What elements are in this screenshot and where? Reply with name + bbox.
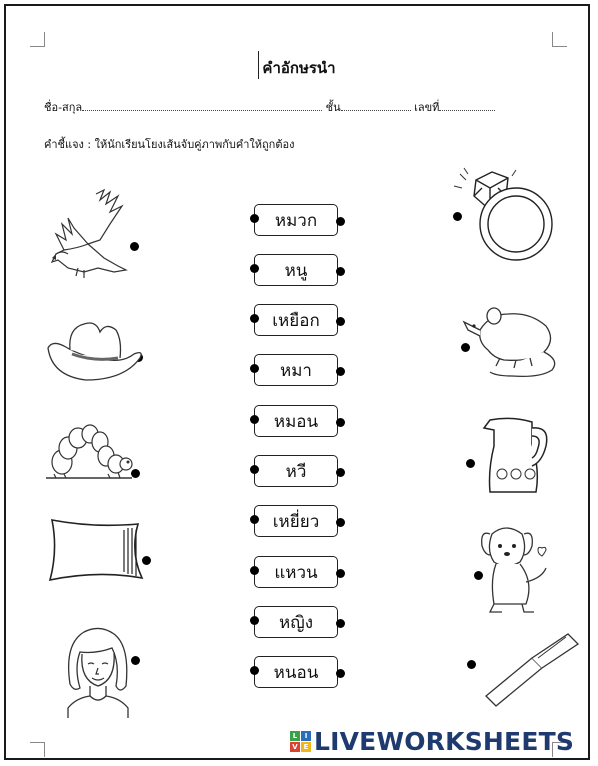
pitcher-picture: [480, 414, 552, 498]
hat-picture: [44, 318, 146, 384]
name-blank[interactable]: [82, 101, 322, 111]
match-dot[interactable]: [336, 267, 345, 276]
crop-mark: [552, 32, 567, 47]
student-info-line: [44, 98, 495, 116]
match-dot[interactable]: [336, 569, 345, 578]
dog-picture: [476, 520, 560, 616]
comb-picture: [484, 628, 582, 708]
match-dot[interactable]: [336, 468, 345, 477]
mouse-picture: [460, 300, 566, 382]
match-dot[interactable]: [250, 214, 259, 223]
crop-mark: [30, 742, 45, 757]
number-blank[interactable]: [439, 101, 495, 111]
logo-mark: [290, 731, 311, 752]
logo-letter: V: [290, 742, 300, 752]
woman-picture: [60, 624, 136, 718]
word-box[interactable]: เหยี่ยว: [254, 505, 338, 537]
eagle-picture: [48, 188, 132, 286]
brand-name: LIVEWORKSHEETS: [314, 726, 575, 756]
word-box[interactable]: หนู: [254, 254, 338, 286]
logo-letter: E: [301, 742, 311, 752]
pillow-picture: [44, 514, 148, 586]
word-box[interactable]: เหยือก: [254, 304, 338, 336]
class-label: ชั้น: [325, 101, 341, 114]
match-dot[interactable]: [336, 518, 345, 527]
match-dot[interactable]: [336, 619, 345, 628]
word-box[interactable]: หนอน: [254, 656, 338, 688]
word-box[interactable]: แหวน: [254, 556, 338, 588]
word-box[interactable]: หมวก: [254, 204, 338, 236]
match-dot[interactable]: [250, 415, 259, 424]
match-dot[interactable]: [336, 418, 345, 427]
ring-picture: [446, 166, 560, 262]
word-box[interactable]: หมา: [254, 354, 338, 386]
name-label: ชื่อ-สกุล: [44, 101, 83, 114]
match-dot[interactable]: [336, 669, 345, 678]
instruction-text: คำชี้แจง : ให้นักเรียนโยงเส้นจับคู่ภาพกับคำให้ถูกต้อง: [44, 138, 295, 151]
match-dot[interactable]: [467, 660, 476, 669]
word-box[interactable]: หญิง: [254, 606, 338, 638]
match-dot[interactable]: [336, 217, 345, 226]
logo-letter: L: [290, 731, 300, 741]
crop-mark: [30, 32, 45, 47]
match-dot[interactable]: [250, 465, 259, 474]
match-dot[interactable]: [336, 367, 345, 376]
match-dot[interactable]: [250, 666, 259, 675]
caterpillar-picture: [44, 420, 134, 484]
word-box[interactable]: หมอน: [254, 405, 338, 437]
match-dot[interactable]: [250, 515, 259, 524]
worksheet-title: คำอักษรนำ: [262, 59, 336, 77]
match-dot[interactable]: [336, 317, 345, 326]
word-box[interactable]: หวี: [254, 455, 338, 487]
match-dot[interactable]: [466, 459, 475, 468]
match-dot[interactable]: [250, 616, 259, 625]
liveworksheets-logo: [290, 726, 574, 756]
match-dot[interactable]: [250, 314, 259, 323]
number-label: เลขที่: [414, 101, 440, 114]
match-dot[interactable]: [250, 264, 259, 273]
class-blank[interactable]: [341, 101, 411, 111]
logo-letter: I: [301, 731, 311, 741]
match-dot[interactable]: [250, 364, 259, 373]
match-dot[interactable]: [250, 566, 259, 575]
